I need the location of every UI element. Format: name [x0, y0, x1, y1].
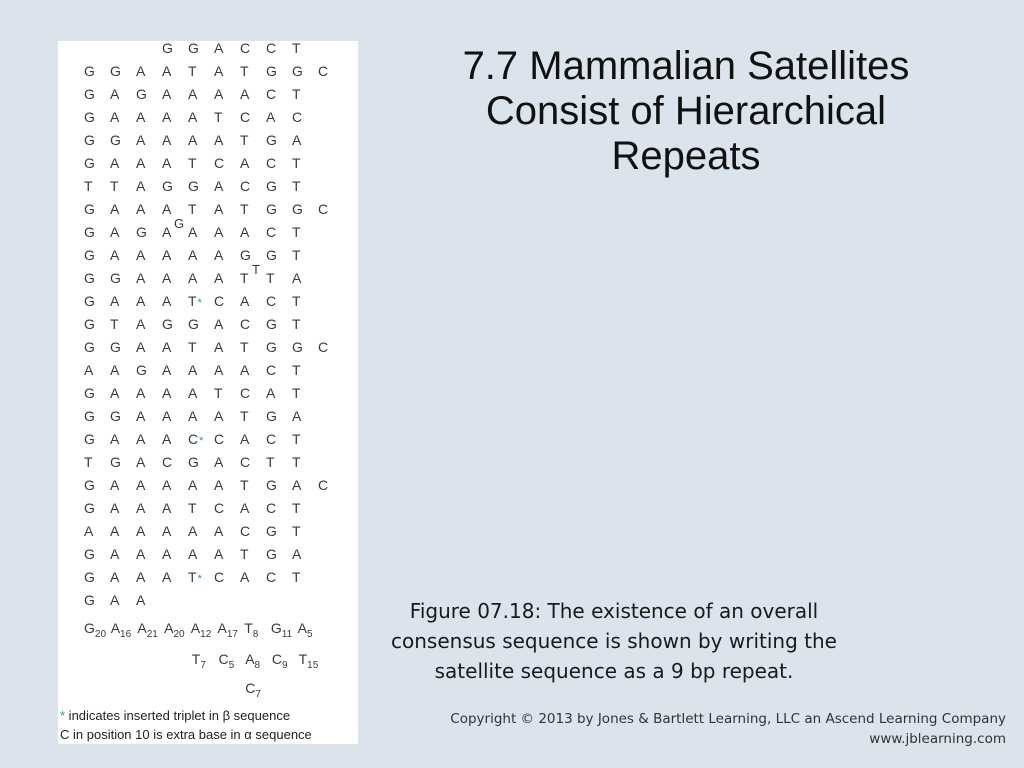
sequence-base: C — [240, 109, 251, 125]
sequence-base: A — [188, 132, 198, 148]
sequence-base: T — [188, 201, 197, 217]
sequence-base: G — [84, 224, 95, 240]
consensus-count: 16 — [120, 629, 132, 640]
sequence-base: A — [136, 339, 146, 355]
sequence-base: G — [162, 316, 173, 332]
sequence-base: C — [266, 86, 277, 102]
consensus-count: 5 — [306, 629, 313, 640]
sequence-base: A — [110, 155, 120, 171]
sequence-base: G — [266, 178, 277, 194]
title-line-3: Repeats — [611, 133, 761, 178]
consensus-base: $A_{17}$ — [217, 620, 238, 640]
sequence-base: G — [84, 500, 95, 516]
sequence-base: G — [266, 201, 277, 217]
sequence-base: G — [84, 293, 95, 309]
sequence-base: A — [162, 86, 172, 102]
sequence-base: G — [266, 63, 277, 79]
sequence-base: C — [214, 500, 225, 516]
consensus-base: $G_{20}$ — [84, 620, 107, 640]
sequence-base: A — [214, 224, 224, 240]
sequence-base: A — [162, 109, 172, 125]
sequence-base: A — [292, 408, 302, 424]
sequence-base: A — [214, 408, 224, 424]
sequence-base: T — [292, 523, 301, 539]
consensus-count: 17 — [226, 629, 238, 640]
sequence-base: A — [110, 247, 120, 263]
sequence-base: A — [240, 293, 250, 309]
sequence-base: A — [110, 477, 120, 493]
sequence-base: C — [214, 431, 225, 447]
sequence-base: A — [110, 224, 120, 240]
consensus-count: 9 — [282, 660, 288, 671]
sequence-base: A — [162, 339, 172, 355]
sequence-base: C — [266, 41, 277, 56]
inserted-base: G — [174, 216, 185, 231]
sequence-base: A — [162, 477, 172, 493]
sequence-base: A — [240, 431, 250, 447]
copyright-text: Copyright © 2013 by Jones & Bartlett Learning, LLC an Ascend Learning Company — [450, 711, 1006, 727]
sequence-base: G — [84, 132, 95, 148]
sequence-base: T — [84, 454, 93, 470]
sequence-base: A — [136, 109, 146, 125]
sequence-base: C — [240, 454, 251, 470]
sequence-base: A — [214, 339, 224, 355]
sequence-base: A — [214, 454, 224, 470]
sequence-base: T — [292, 385, 301, 401]
sequence-base: A — [292, 270, 302, 286]
sequence-base: T — [214, 385, 223, 401]
sequence-base: G — [266, 316, 277, 332]
sequence-base: C — [266, 293, 277, 309]
title-line-1: 7.7 Mammalian Satellites — [462, 44, 910, 88]
sequence-base: A — [110, 86, 120, 102]
sequence-base: C — [266, 155, 277, 171]
sequence-base: C — [266, 500, 277, 516]
sequence-base: A — [162, 155, 172, 171]
sequence-base: A — [110, 431, 120, 447]
sequence-base: A — [110, 569, 120, 585]
sequence-base: A — [292, 546, 302, 562]
title-line-2: Consist of Hierarchical — [485, 88, 887, 133]
sequence-base: T — [266, 454, 275, 470]
sequence-base: A — [188, 109, 198, 125]
sequence-base: A — [214, 362, 224, 378]
sequence-base: C — [240, 316, 251, 332]
sequence-base: G — [84, 155, 95, 171]
sequence-base: G — [240, 247, 251, 263]
sequence-base: T — [110, 316, 119, 332]
sequence-base: T — [240, 270, 249, 286]
sequence-base: C — [266, 431, 277, 447]
sequence-base: T — [292, 362, 301, 378]
sequence-base: T — [240, 408, 249, 424]
sequence-base: A — [214, 132, 224, 148]
sequence-base: A — [240, 86, 250, 102]
sequence-base: A — [214, 41, 224, 56]
sequence-base: G — [84, 431, 95, 447]
sequence-base: A — [136, 316, 146, 332]
sequence-base: C — [214, 569, 225, 585]
sequence-base: A — [188, 86, 198, 102]
sequence-base: A — [214, 247, 224, 263]
copyright-block — [450, 710, 1006, 749]
sequence-base: T — [292, 86, 301, 102]
sequence-base: G — [292, 339, 303, 355]
sequence-base: G — [188, 316, 199, 332]
sequence-base: A — [240, 569, 250, 585]
sequence-base: T — [292, 569, 301, 585]
sequence-base: T — [292, 454, 301, 470]
sequence-base: A — [188, 362, 198, 378]
sequence-base: A — [266, 385, 276, 401]
sequence-base: A — [136, 247, 146, 263]
sequence-base: C — [318, 201, 329, 217]
consensus-count: 15 — [307, 660, 319, 671]
sequence-base: A — [136, 155, 146, 171]
sequence-base: A — [110, 546, 120, 562]
slide-title — [380, 44, 992, 178]
consensus-base: $T_7$ — [191, 651, 206, 671]
sequence-base: C — [318, 339, 329, 355]
sequence-base: G — [188, 41, 199, 56]
sequence-base: C — [214, 155, 225, 171]
sequence-base: A — [136, 523, 146, 539]
figure-caption — [378, 596, 850, 686]
sequence-base: C — [266, 569, 277, 585]
sequence-base: G — [84, 247, 95, 263]
sequence-base: G — [84, 385, 95, 401]
consensus-base: $A_{16}$ — [110, 620, 132, 640]
consensus-count: 7 — [255, 689, 261, 700]
sequence-base: G — [292, 63, 303, 79]
sequence-base: G — [110, 339, 121, 355]
sequence-base: A — [136, 201, 146, 217]
consensus-base: $A_8$ — [245, 651, 261, 671]
sequence-base: G — [84, 86, 95, 102]
sequence-base: A — [136, 477, 146, 493]
sequence-base: G — [84, 546, 95, 562]
consensus-count: 12 — [200, 629, 212, 640]
sequence-base: G — [136, 362, 147, 378]
sequence-base: G — [266, 132, 277, 148]
sequence-base: G — [84, 339, 95, 355]
sequence-base: T — [240, 63, 249, 79]
sequence-base: G — [84, 63, 95, 79]
sequence-base: C — [240, 41, 251, 56]
sequence-base: A — [240, 155, 250, 171]
sequence-base: A — [214, 178, 224, 194]
sequence-base: T* — [188, 293, 202, 309]
consensus-base: $C_7$ — [245, 680, 261, 700]
consensus-base: $A_{20}$ — [164, 620, 185, 640]
sequence-figure — [58, 41, 358, 744]
sequence-base: G — [266, 523, 277, 539]
sequence-base: G — [266, 408, 277, 424]
sequence-base: A — [110, 592, 120, 608]
sequence-base: A — [240, 362, 250, 378]
sequence-base: A — [188, 523, 198, 539]
sequence-base: T — [266, 270, 275, 286]
consensus-base: $T_8$ — [244, 620, 259, 640]
consensus-base: $C_5$ — [218, 651, 235, 671]
footnote-insertion — [60, 708, 290, 723]
sequence-base: A — [136, 569, 146, 585]
sequence-base: C — [240, 523, 251, 539]
consensus-base: $A_{21}$ — [137, 620, 158, 640]
sequence-base: A — [84, 362, 94, 378]
sequence-base: G — [84, 109, 95, 125]
sequence-base: C — [318, 63, 329, 79]
sequence-base: G — [136, 86, 147, 102]
consensus-base: $G_{11}$ — [270, 620, 293, 640]
sequence-base: A — [162, 569, 172, 585]
sequence-base: G — [84, 592, 95, 608]
sequence-base: A — [136, 500, 146, 516]
sequence-base: G — [266, 546, 277, 562]
consensus-count: 8 — [252, 629, 259, 640]
sequence-base: C* — [188, 431, 204, 447]
sequence-base: T — [214, 109, 223, 125]
caption-line-2: consensus sequence is shown by writing the — [391, 629, 837, 653]
sequence-base: A — [136, 270, 146, 286]
footnote-star: * — [60, 708, 66, 723]
sequence-base: C — [162, 454, 173, 470]
sequence-base: A — [162, 270, 172, 286]
sequence-base: T — [188, 500, 197, 516]
sequence-base: T — [240, 132, 249, 148]
sequence-base: G — [84, 569, 95, 585]
sequence-base: A — [214, 201, 224, 217]
sequence-base: A — [110, 109, 120, 125]
sequence-base: A — [162, 132, 172, 148]
sequence-base: T — [292, 155, 301, 171]
sequence-base: A — [162, 224, 172, 240]
sequence-base: A — [214, 523, 224, 539]
sequence-base: G — [110, 270, 121, 286]
sequence-base: T — [84, 178, 93, 194]
consensus-count: 20 — [94, 629, 107, 640]
consensus-base: $A_{12}$ — [190, 620, 212, 640]
insertion-star: * — [197, 297, 202, 309]
sequence-base: C — [240, 385, 251, 401]
sequence-base: T — [292, 178, 301, 194]
consensus-count: 20 — [173, 629, 185, 640]
sequence-base: A — [136, 293, 146, 309]
sequence-base: A — [188, 546, 198, 562]
insertion-star: * — [197, 573, 202, 585]
sequence-base: G — [84, 408, 95, 424]
sequence-base: A — [214, 477, 224, 493]
sequence-base: T — [240, 546, 249, 562]
sequence-base: G — [110, 408, 121, 424]
website-text: www.jblearning.com — [869, 730, 1006, 747]
sequence-base: A — [136, 408, 146, 424]
consensus-base: $T_{15}$ — [298, 651, 319, 671]
sequence-base: A — [136, 63, 146, 79]
sequence-base: A — [110, 293, 120, 309]
consensus-base: $C_9$ — [271, 651, 288, 671]
sequence-base: G — [188, 178, 199, 194]
sequence-base: T — [292, 431, 301, 447]
sequence-base: T — [292, 224, 301, 240]
sequence-base: A — [214, 270, 224, 286]
sequence-base: G — [162, 41, 173, 56]
sequence-base: A — [136, 431, 146, 447]
footnote-insertion-text: indicates inserted triplet in β sequence — [65, 708, 291, 723]
sequence-base: C — [240, 178, 251, 194]
sequence-base: A — [214, 316, 224, 332]
sequence-base: A — [136, 385, 146, 401]
sequence-base: G — [84, 316, 95, 332]
sequence-base: A — [188, 270, 198, 286]
sequence-base: G — [188, 454, 199, 470]
sequence-base: A — [110, 201, 120, 217]
sequence-base: T — [240, 201, 249, 217]
sequence-base: A — [162, 63, 172, 79]
sequence-base: A — [162, 546, 172, 562]
consensus-count: 8 — [254, 660, 261, 671]
sequence-base: A — [292, 477, 302, 493]
sequence-base: A — [188, 477, 198, 493]
consensus-base: $A_5$ — [297, 620, 313, 640]
caption-line-1: Figure 07.18: The existence of an overall — [409, 599, 819, 623]
sequence-base: C — [266, 362, 277, 378]
sequence-base: A — [214, 546, 224, 562]
sequence-base: C — [292, 109, 303, 125]
sequence-base: C — [318, 477, 329, 493]
sequence-base: T — [110, 178, 119, 194]
sequence-base: A — [110, 523, 120, 539]
sequence-base: A — [162, 408, 172, 424]
sequence-base: G — [110, 132, 121, 148]
sequence-base: C — [266, 224, 277, 240]
sequence-base: T — [292, 316, 301, 332]
sequence-base: A — [188, 224, 198, 240]
sequence-base: G — [84, 477, 95, 493]
sequence-base: T* — [188, 569, 202, 585]
sequence-base: G — [292, 201, 303, 217]
sequence-base: A — [188, 408, 198, 424]
sequence-base: A — [162, 385, 172, 401]
sequence-base: A — [188, 247, 198, 263]
sequence-base: G — [266, 339, 277, 355]
inserted-base: T — [252, 262, 260, 277]
sequence-base: C — [214, 293, 225, 309]
insertion-star: * — [199, 435, 204, 447]
consensus-count: 7 — [200, 660, 206, 671]
caption-line-3: satellite sequence as a 9 bp repeat. — [434, 659, 794, 683]
sequence-base: A — [214, 86, 224, 102]
sequence-base: A — [162, 500, 172, 516]
sequence-base: A — [162, 293, 172, 309]
sequence-base: A — [292, 132, 302, 148]
sequence-base: A — [136, 592, 146, 608]
sequence-base: G — [110, 454, 121, 470]
sequence-base: T — [240, 477, 249, 493]
sequence-base: T — [240, 339, 249, 355]
sequence-base: A — [162, 523, 172, 539]
sequence-base: T — [188, 63, 197, 79]
sequence-base: G — [110, 63, 121, 79]
sequence-base: G — [266, 477, 277, 493]
sequence-base: G — [136, 224, 147, 240]
sequence-base: A — [162, 431, 172, 447]
consensus-count: 11 — [281, 629, 293, 640]
sequence-base: A — [136, 546, 146, 562]
sequence-base: T — [188, 339, 197, 355]
sequence-base: A — [136, 454, 146, 470]
sequence-base: T — [188, 155, 197, 171]
sequence-base: A — [214, 63, 224, 79]
footnote-extra-base: C in position 10 is extra base in α sequence — [60, 727, 312, 742]
sequence-base: A — [84, 523, 94, 539]
sequence-base: A — [162, 362, 172, 378]
sequence-base: A — [136, 132, 146, 148]
sequence-base: A — [110, 385, 120, 401]
sequence-base: A — [240, 500, 250, 516]
sequence-base: A — [136, 178, 146, 194]
sequence-base: A — [162, 247, 172, 263]
sequence-base: A — [266, 109, 276, 125]
sequence-base: G — [84, 201, 95, 217]
sequence-base: T — [292, 41, 301, 56]
sequence-base: T — [292, 247, 301, 263]
sequence-base: G — [162, 178, 173, 194]
consensus-count: 21 — [146, 629, 158, 640]
consensus-count: 5 — [228, 660, 235, 671]
sequence-base: A — [110, 362, 120, 378]
sequence-base: A — [110, 500, 120, 516]
sequence-base: G — [266, 247, 277, 263]
sequence-base: A — [162, 201, 172, 217]
sequence-base: T — [292, 500, 301, 516]
sequence-base: T — [292, 293, 301, 309]
sequence-base: A — [188, 385, 198, 401]
sequence-base: G — [84, 270, 95, 286]
sequence-base: A — [240, 224, 250, 240]
